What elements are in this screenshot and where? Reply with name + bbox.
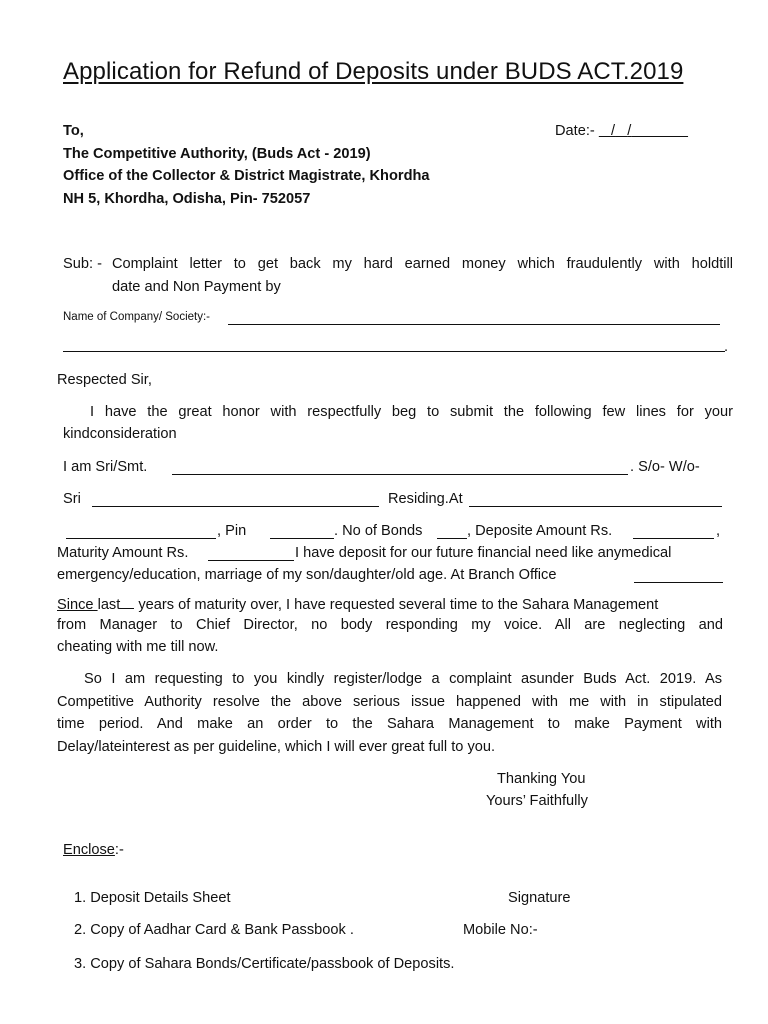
subject-label: Sub: -	[63, 256, 102, 272]
date-blank	[599, 121, 711, 141]
address-line[interactable]	[66, 538, 216, 539]
name-line[interactable]	[172, 474, 628, 475]
enclosure-text: Deposit Details Sheet	[90, 890, 231, 906]
intro-line-1: I have the great honor with respectfully beg to submit the following few lines for your	[90, 404, 733, 420]
address-to: To,	[63, 123, 84, 139]
enclosure-num: 2.	[74, 922, 87, 938]
enclose-label: Enclose	[63, 842, 115, 858]
pin-line[interactable]	[270, 538, 334, 539]
subject-line-1: Complaint letter to get back my hard earned money which fraudulently with holdtill	[112, 256, 733, 272]
residing-line[interactable]	[469, 506, 722, 507]
maturity-amount-label: Maturity Amount Rs.	[57, 545, 189, 561]
enclosure-num: 1.	[74, 890, 87, 906]
pin-label: , Pin	[217, 523, 247, 539]
since-word: Since	[57, 597, 94, 613]
intro-line-2: kindconsideration	[63, 426, 177, 442]
request-line-4: Delay/lateinterest as per guideline, which I will ever great full to you.	[57, 739, 496, 755]
since-line-2: from Manager to Chief Director, no body responding my voice. All are neglecting and	[57, 617, 723, 633]
father-name-line[interactable]	[92, 506, 379, 507]
enclosure-text: Copy of Sahara Bonds/Certificate/passbook of Deposits.	[90, 956, 455, 972]
last-word: last	[97, 597, 121, 613]
date-sep-1: /	[610, 123, 616, 139]
company-line-1[interactable]	[228, 324, 720, 325]
request-line-1: So I am requesting to you kindly register/lodge a complaint asunder Buds Act. 2019. As	[84, 671, 722, 687]
bonds-label: . No of Bonds	[334, 523, 423, 539]
enclosure-text: Copy of Aadhar Card & Bank Passbook .	[90, 922, 354, 938]
address-line-2: Office of the Collector & District Magistrate, Khordha	[63, 168, 430, 184]
date-field	[555, 121, 711, 141]
maturity-amount-line[interactable]	[208, 560, 294, 561]
signature-label: Signature	[508, 890, 571, 906]
company-line-2[interactable]	[63, 351, 725, 352]
deposit-amount-label: , Deposite Amount Rs.	[467, 523, 613, 539]
since-line-1	[57, 594, 723, 615]
since-line-3: cheating with me till now.	[57, 639, 219, 655]
since-line-1-rest: years of maturity over, I have requested several time to the Sahara Management	[138, 597, 659, 613]
salutation: Respected Sir,	[57, 372, 152, 388]
page-title: Application for Refund of Deposits under BUDS ACT.2019	[63, 58, 684, 85]
mobile-label: Mobile No:-	[463, 922, 538, 938]
sri-label: Sri	[63, 491, 81, 507]
enclose-heading	[63, 840, 124, 860]
yours-faithfully: Yours’ Faithfully	[486, 793, 588, 809]
thanking-you: Thanking You	[497, 771, 586, 787]
request-line-2: Competitive Authority resolve the above serious issue happened with me with in stipulated	[57, 694, 722, 710]
enclose-suffix: :-	[114, 842, 124, 858]
branch-office-line[interactable]	[634, 582, 723, 583]
years-blank[interactable]	[120, 594, 134, 609]
request-line-3: time period. And make an order to the Sahara Management to make Payment with	[57, 716, 722, 732]
subject-line-2: date and Non Payment by	[112, 279, 281, 295]
date-sep-2: /	[627, 123, 632, 139]
company-period: .	[724, 339, 729, 355]
emergency-text: emergency/education, marriage of my son/daughter/old age. At Branch Office	[57, 567, 557, 583]
address-line-3: NH 5, Khordha, Odisha, Pin- 752057	[63, 191, 311, 207]
name-label: I am Sri/Smt.	[63, 459, 148, 475]
date-label: Date:-	[555, 123, 595, 139]
relation-label: . S/o- W/o-	[630, 459, 700, 475]
residing-label: Residing.At	[388, 491, 463, 507]
company-label: Name of Company/ Society:-	[63, 311, 211, 323]
deposit-comma: ,	[716, 523, 721, 539]
enclosure-item-2	[74, 920, 354, 940]
maturity-text: I have deposit for our future financial need like anymedical	[295, 545, 672, 561]
enclosure-num: 3.	[74, 956, 87, 972]
bonds-line[interactable]	[437, 538, 467, 539]
enclosure-item-3	[74, 954, 454, 974]
deposit-amount-line[interactable]	[633, 538, 714, 539]
address-line-1: The Competitive Authority, (Buds Act - 2019)	[63, 146, 371, 162]
enclosure-item-1	[74, 888, 231, 908]
